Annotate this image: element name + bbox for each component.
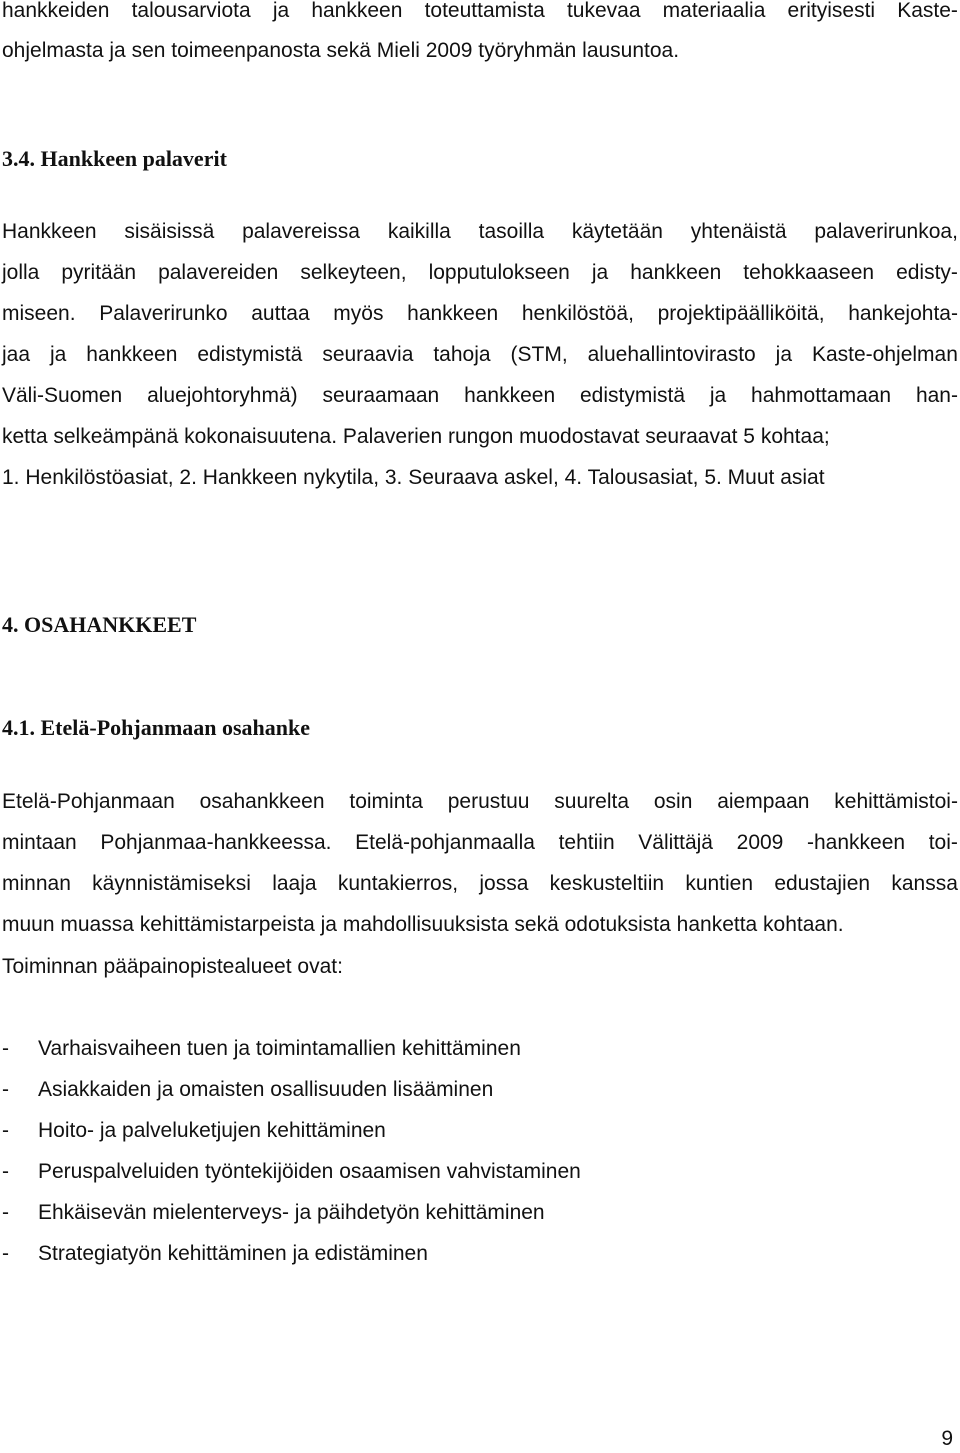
- paragraph-line: Hankkeen sisäisissä palavereissa kaikilla tasoilla käytetään yhtenäistä palaverirunkoa,: [2, 220, 958, 243]
- list-item: [2, 1076, 493, 1104]
- list-item-text: Strategiatyön kehittäminen ja edistäminen: [38, 1242, 428, 1265]
- paragraph-line: jolla pyritään palavereiden selkeyteen, lopputulokseen ja hankkeen tehokkaaseen edisty-: [2, 261, 958, 284]
- list-item: [2, 1199, 545, 1227]
- list-item-text: Asiakkaiden ja omaisten osallisuuden lisääminen: [38, 1078, 494, 1101]
- list-item-text: Hoito- ja palveluketjujen kehittäminen: [38, 1119, 386, 1142]
- intro-line: ohjelmasta ja sen toimeenpanosta sekä Mieli 2009 työryhmän lausuntoa.: [2, 39, 680, 62]
- paragraph-line: minnan käynnistämiseksi laaja kuntakierros, jossa keskusteltiin kuntien edustajien kanssa: [2, 872, 958, 895]
- paragraph-line: ketta selkeämpänä kokonaisuutena. Palaverien rungon muodostavat seuraavat 5 kohtaa;: [2, 425, 830, 448]
- list-item-text: Varhaisvaiheen tuen ja toimintamallien kehittäminen: [38, 1037, 521, 1060]
- paragraph-line: miseen. Palaverirunko auttaa myös hankkeen henkilöstöä, projektipäälliköitä, hankejohta-: [2, 302, 958, 325]
- list-item: [2, 1158, 581, 1186]
- bullet-dash: -: [2, 1201, 9, 1224]
- paragraph-line: muun muassa kehittämistarpeista ja mahdollisuuksista sekä odotuksista hanketta kohtaan.: [2, 913, 844, 936]
- section-heading-4-1: 4.1. Etelä-Pohjanmaan osahanke: [2, 715, 311, 740]
- paragraph-line: Toiminnan pääpainopistealueet ovat:: [2, 955, 343, 978]
- paragraph-line: mintaan Pohjanmaa-hankkeessa. Etelä-pohjanmaalla tehtiin Välittäjä 2009 -hankkeen toi-: [2, 831, 958, 854]
- paragraph-line: jaa ja hankkeen edistymistä seuraavia tahoja (STM, aluehallintovirasto ja Kaste-ohjelman: [2, 343, 958, 366]
- intro-line: hankkeiden talousarviota ja hankkeen toteuttamista tukevaa materiaalia erityisesti Kaste-: [2, 0, 958, 22]
- bullet-dash: -: [2, 1078, 9, 1101]
- bullet-dash: -: [2, 1242, 9, 1265]
- paragraph-line: Etelä-Pohjanmaan osahankkeen toiminta perustuu suurelta osin aiempaan kehittämistoi-: [2, 790, 958, 813]
- list-item: [2, 1117, 386, 1145]
- page-number: 9: [941, 1427, 953, 1450]
- list-item: [2, 1035, 521, 1063]
- paragraph-line: Väli-Suomen aluejohtoryhmä) seuraamaan hankkeen edistymistä ja hahmottamaan han-: [2, 384, 958, 407]
- paragraph-line: 1. Henkilöstöasiat, 2. Hankkeen nykytila, 3. Seuraava askel, 4. Talousasiat, 5. Muut asiat: [2, 466, 825, 489]
- section-heading-4: 4. OSAHANKKEET: [2, 612, 197, 637]
- list-item-text: Peruspalveluiden työntekijöiden osaamisen vahvistaminen: [38, 1160, 581, 1183]
- list-item-text: Ehkäisevän mielenterveys- ja päihdetyön kehittäminen: [38, 1201, 545, 1224]
- bullet-dash: -: [2, 1119, 9, 1142]
- section-heading-3-4: 3.4. Hankkeen palaverit: [2, 146, 227, 171]
- bullet-dash: -: [2, 1037, 9, 1060]
- list-item: [2, 1240, 428, 1268]
- bullet-dash: -: [2, 1160, 9, 1183]
